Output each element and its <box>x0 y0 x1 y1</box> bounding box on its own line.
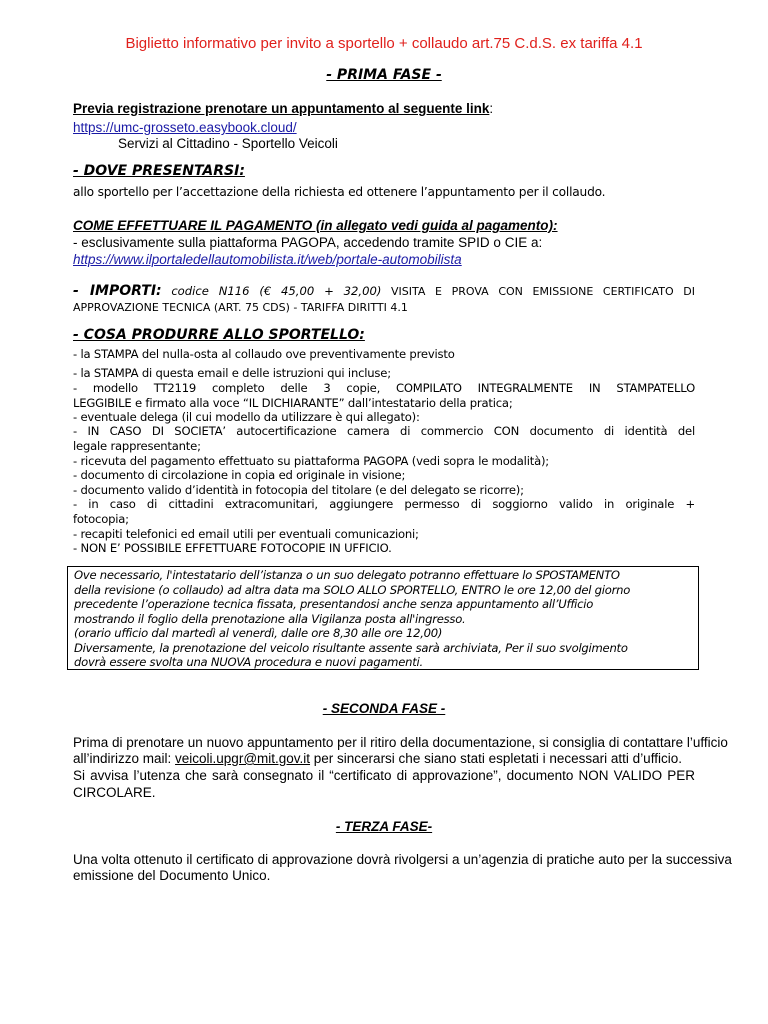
notice-line: Ove necessario, l'intestatario dell’istanza o un suo delegato potranno effettuare lo SPOSTAMENTO <box>74 568 620 582</box>
servizi-text: Servizi al Cittadino - Sportello Veicoli <box>118 136 338 151</box>
notice-line: (orario ufficio dal martedì al venerdì, dalle ore 8,30 alle ore 12,00) <box>74 626 443 640</box>
notice-line: mostrando il foglio della prenotazione alla Vigilanza posta all'ingresso. <box>74 612 466 626</box>
list-item: - documento valido d’identità in fotocopia del titolare (e del delegato se ricorre); <box>73 483 524 497</box>
seconda-line2-post: per sincerarsi che siano stati espletati i necessari atti d’ufficio. <box>310 751 682 766</box>
registration-colon: : <box>489 101 494 116</box>
seconda-line3: Si avvisa l’utenza che sarà consegnato il “certificato di approvazione”, documento NON VALIDO PER <box>73 768 695 783</box>
list-item: - NON E’ POSSIBILE EFFETTUARE FOTOCOPIE IN UFFICIO. <box>73 541 392 555</box>
notice-line: precedente l’operazione tecnica fissata, presentandosi anche senza appuntamento all’Ufficio <box>74 597 594 611</box>
seconda-line1: Prima di prenotare un nuovo appuntamento per il ritiro della documentazione, si consiglia di contattare l’ufficio <box>73 735 728 750</box>
list-item: legale rappresentante; <box>73 439 201 453</box>
notice-line: dovrà essere svolta una NUOVA procedura e nuovi pagamenti. <box>74 655 423 669</box>
dove-text: allo sportello per l’accettazione della richiesta ed ottenere l’appuntamento per il collaudo. <box>73 185 606 199</box>
seconda-line2 <box>73 751 682 766</box>
list-item: - in caso di cittadini extracomunitari, aggiungere permesso di soggiorno valido in originale + <box>73 497 695 511</box>
list-item: - documento di circolazione in copia ed originale in visione; <box>73 468 406 482</box>
notice-box <box>67 566 699 670</box>
terza-fase-heading: - TERZA FASE- <box>335 819 433 834</box>
list-item: LEGGIBILE e firmato alla voce “IL DICHIARANTE” dall’intestatario della pratica; <box>73 396 513 410</box>
seconda-line4: CIRCOLARE. <box>73 785 156 800</box>
list-item: - recapiti telefonici ed email utili per eventuali comunicazioni; <box>73 527 419 541</box>
list-item: - eventuale delega (il cui modello da utilizzare è qui allegato): <box>73 410 420 424</box>
importi-codice: codice N116 (€ 45,00 + 32,00) <box>171 284 382 298</box>
notice-line: della revisione (o collaudo) ad altra data ma SOLO ALLO SPORTELLO, ENTRO le ore 12,00 del giorno <box>74 583 631 597</box>
seconda-fase-heading: - SECONDA FASE - <box>322 701 446 716</box>
importi-line <box>73 283 695 299</box>
notice-line: Diversamente, la prenotazione del veicolo risultante assente sarà archiviata, Per il suo svolgimento <box>74 641 628 655</box>
list-item: - la STAMPA di questa email e delle istruzioni qui incluse; <box>73 366 391 380</box>
importi-description: VISITA E PROVA CON EMISSIONE CERTIFICATO DI <box>391 285 696 298</box>
list-item: - la STAMPA del nulla-osta al collaudo ove preventivamente previsto <box>73 347 455 361</box>
seconda-line2-pre: all’indirizzo mail: <box>73 751 176 766</box>
list-item: fotocopia; <box>73 512 129 526</box>
booking-link[interactable]: https://umc-grosseto.easybook.cloud/ <box>73 120 297 135</box>
registration-line <box>73 101 493 116</box>
terza-line1: Una volta ottenuto il certificato di approvazione dovrà rivolgersi a un’agenzia di pratiche auto per la successiva <box>73 852 732 867</box>
portale-link[interactable]: https://www.ilportaledellautomobilista.it/web/portale-automobilista <box>73 252 462 267</box>
list-item: - modello TT2119 completo delle 3 copie, COMPILATO INTEGRALMENTE IN STAMPATELLO <box>73 381 695 395</box>
registration-label: Previa registrazione prenotare un appuntamento al seguente link <box>73 101 490 116</box>
dove-heading: - DOVE PRESENTARSI: <box>73 163 245 179</box>
email-link[interactable]: veicoli.upgr@mit.gov.it <box>175 751 311 766</box>
pagamento-heading: COME EFFETTUARE IL PAGAMENTO (in allegato vedi guida al pagamento): <box>73 218 558 233</box>
list-item: - IN CASO DI SOCIETA’ autocertificazione camera di commercio CON documento di identità del <box>73 424 695 438</box>
importi-line2: APPROVAZIONE TECNICA (ART. 75 CDS) - TARIFFA DIRITTI 4.1 <box>73 301 408 314</box>
prima-fase-heading: - PRIMA FASE - <box>326 67 442 83</box>
terza-line2: emissione del Documento Unico. <box>73 868 271 883</box>
importi-label: - IMPORTI: <box>73 283 162 299</box>
cosa-heading: - COSA PRODURRE ALLO SPORTELLO: <box>73 327 365 343</box>
list-item: - ricevuta del pagamento effettuato su piattaforma PAGOPA (vedi sopra le modalità); <box>73 454 550 468</box>
pagamento-text: - esclusivamente sulla piattaforma PAGOPA, accedendo tramite SPID o CIE a: <box>73 235 543 250</box>
document-title: Biglietto informativo per invito a sportello + collaudo art.75 C.d.S. ex tariffa 4.1 <box>125 35 643 52</box>
